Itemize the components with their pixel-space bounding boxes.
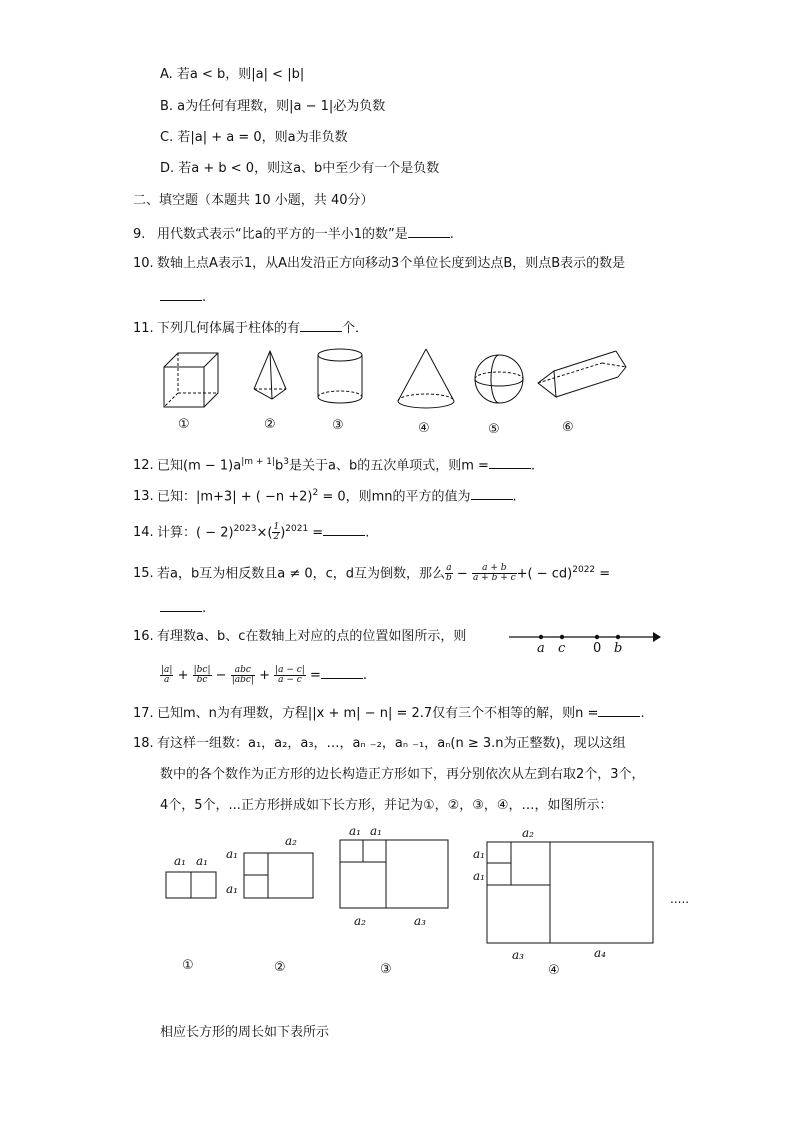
- question-12: [133, 453, 535, 475]
- exponent: |m + 1|: [241, 457, 276, 467]
- operator: +: [259, 668, 270, 683]
- side-label-a2: a₂: [522, 826, 534, 840]
- question-text: 已知m、n为有理数，方程||x + m| − n| = 2.7仅有三个不相等的解，则n =: [157, 706, 599, 721]
- question-16-expr: [160, 665, 367, 685]
- answer-blank: [489, 455, 531, 469]
- question-number: 14.: [133, 525, 154, 541]
- question-number: 10.: [133, 256, 154, 271]
- question-11: [133, 318, 368, 338]
- operator: +: [177, 668, 189, 683]
- question-end: .: [202, 290, 207, 305]
- exponent: 3: [283, 457, 290, 467]
- fraction: $\frac{|a|}{a}$: [161, 665, 173, 685]
- fraction: $\frac{a + b}{a + b + c}$: [472, 563, 516, 584]
- expr-part: +( − cd): [516, 566, 573, 582]
- side-label-a1: a₁: [226, 847, 238, 861]
- side-label-a1: a₁: [473, 869, 485, 883]
- expr-part: =: [308, 525, 324, 541]
- question-text: 已知：|m+3| + ( −n +2): [157, 489, 313, 505]
- question-10-answer: [160, 287, 206, 307]
- question-9: [133, 224, 454, 244]
- prism-solid: [538, 351, 626, 397]
- number-line: [505, 624, 665, 658]
- axis-label-zero: 0: [593, 641, 602, 656]
- question-18: [133, 735, 626, 753]
- solid-label-2: ②: [264, 417, 276, 432]
- question-text: 用代数式表示“比a的平方的一半小1的数”是: [157, 227, 408, 242]
- question-10: [133, 255, 625, 273]
- question-text: 有理数a、b、c在数轴上对应的点的位置如图所示，则: [157, 629, 467, 644]
- solid-label-1: ①: [178, 417, 190, 432]
- cylinder-solid: [318, 349, 362, 403]
- question-16: [133, 628, 466, 646]
- continuation-dots: .....: [670, 892, 690, 906]
- question-number: 13.: [133, 489, 154, 505]
- axis-label-c: c: [558, 641, 566, 656]
- option-d: D. 若a + b < 0，则这a、b中至少有一个是负数: [160, 161, 440, 176]
- answer-blank: [471, 486, 513, 500]
- side-label-a1: a₁: [174, 854, 186, 868]
- cone-solid: [398, 349, 454, 408]
- operator: −: [215, 668, 227, 683]
- table-caption: 相应长方形的周长如下表所示: [160, 1025, 330, 1040]
- question-18-line3: 4个，5个，...正方形拼成如下长方形，并记为①，②，③，④，…，如图所示：: [160, 798, 613, 813]
- fig-label-1: ①: [182, 958, 194, 973]
- option-c: C. 若|a| + a = 0，则a为非负数: [160, 130, 348, 145]
- solid-label-6: ⑥: [562, 420, 574, 435]
- arrow-head-icon: [653, 632, 661, 642]
- option-b: B. a为任何有理数，则|a − 1|必为负数: [160, 99, 386, 114]
- operator: =: [309, 668, 321, 683]
- rect-fig-4: [487, 842, 653, 943]
- question-end: .: [202, 601, 207, 616]
- side-label-a1: a₁: [196, 854, 208, 868]
- exponent: 2023: [233, 524, 257, 534]
- answer-blank: [160, 287, 202, 301]
- answer-blank: [321, 665, 363, 679]
- expr-part: =: [595, 566, 611, 582]
- point-b: [616, 635, 620, 639]
- point-a: [539, 635, 543, 639]
- fraction: $\frac{|bc|}{bc}$: [193, 665, 211, 685]
- pyramid-solid: [254, 351, 286, 399]
- option-a: A. 若a < b，则|a| < |b|: [160, 67, 305, 82]
- fraction: $\frac{a}{b}$: [446, 563, 452, 584]
- question-text: 若a，b互为相反数且a ≠ 0，c，d互为倒数，那么: [157, 566, 446, 582]
- question-number: 18.: [133, 736, 154, 751]
- side-label-a4: a₄: [594, 946, 606, 960]
- question-end: .: [365, 525, 370, 541]
- side-label-a1: a₁: [349, 824, 361, 838]
- fraction: $\frac{\text{abc}}{\text{|abc|}}$: [231, 665, 254, 685]
- axis-label-b: b: [614, 641, 623, 656]
- exponent: 2021: [285, 524, 309, 534]
- side-label-a1: a₁: [370, 824, 382, 838]
- question-18-line2: 数中的各个数作为正方形的边长构造正方形如下，再分别依次从左到右取2个，3个，: [160, 767, 645, 782]
- side-label-a2: a₂: [354, 914, 366, 928]
- axis-label-a: a: [537, 641, 545, 656]
- exponent: 2022: [572, 565, 596, 575]
- question-end: .: [530, 458, 536, 474]
- expr-part: b: [275, 458, 284, 474]
- side-label-a2: a₂: [285, 834, 297, 848]
- answer-blank: [408, 224, 450, 238]
- solid-label-4: ④: [418, 421, 430, 436]
- question-end: .: [449, 227, 454, 242]
- question-text: 是关于a、b的五次单项式，则m =: [289, 458, 489, 474]
- operator: −: [452, 566, 472, 582]
- question-end: .: [640, 706, 645, 721]
- fraction: $\frac{|a - c|}{a - c}$: [275, 665, 305, 685]
- question-13: [133, 484, 517, 506]
- question-end: 个．: [342, 321, 369, 336]
- question-number: 17.: [133, 706, 154, 721]
- solid-label-5: ⑤: [488, 422, 500, 437]
- side-label-a1: a₁: [226, 882, 238, 896]
- question-17: [133, 703, 645, 723]
- sphere-solid: [475, 355, 523, 403]
- expr-part: 计算：( − 2): [157, 525, 234, 541]
- side-label-a1: a₁: [473, 847, 485, 861]
- question-text: 下列几何体属于柱体的有: [157, 321, 301, 336]
- question-text: 数轴上点A表示1，从A出发沿正方向移动3个单位长度到达点B，则点B表示的数是: [157, 256, 626, 271]
- fig-label-4: ④: [548, 963, 560, 978]
- question-text: 有这样一组数：a₁，a₂，a₃，…，aₙ ₋₂，aₙ ₋₁，aₙ(n ≥ 3.n为正整数)，现以这组: [157, 736, 626, 751]
- expr-part: ): [280, 525, 286, 541]
- expr-part: 已知(m − 1)a: [157, 458, 242, 474]
- question-number: 9.: [133, 227, 146, 242]
- question-end: .: [362, 668, 368, 683]
- side-label-a3: a₃: [512, 948, 524, 962]
- cube-solid: [164, 353, 218, 407]
- question-number: 12.: [133, 458, 154, 474]
- fraction: $\frac{1}{2}$: [273, 522, 280, 543]
- solids-figure: [150, 345, 640, 425]
- answer-blank: [323, 522, 365, 536]
- question-number: 15.: [133, 566, 154, 582]
- section-title: 二、填空题（本题共 10 小题，共 40分）: [133, 193, 374, 208]
- question-number: 16.: [133, 629, 154, 644]
- expr-part: ×(: [256, 525, 273, 541]
- answer-blank: [160, 598, 202, 612]
- fig-label-3: ③: [380, 962, 392, 977]
- question-number: 11.: [133, 321, 154, 336]
- rect-fig-3: [340, 840, 448, 908]
- question-text: = 0，则mn的平方的值为: [318, 489, 471, 505]
- answer-blank: [300, 318, 342, 332]
- side-label-a3: a₃: [414, 914, 426, 928]
- exponent: 2: [312, 488, 319, 498]
- fig-label-2: ②: [274, 960, 286, 975]
- question-15: [133, 561, 610, 583]
- point-zero: [595, 635, 599, 639]
- point-c: [560, 635, 564, 639]
- question-end: .: [512, 489, 517, 505]
- question-14: [133, 520, 369, 542]
- solid-label-3: ③: [332, 418, 344, 433]
- question-15-answer: [160, 598, 206, 618]
- answer-blank: [598, 703, 640, 717]
